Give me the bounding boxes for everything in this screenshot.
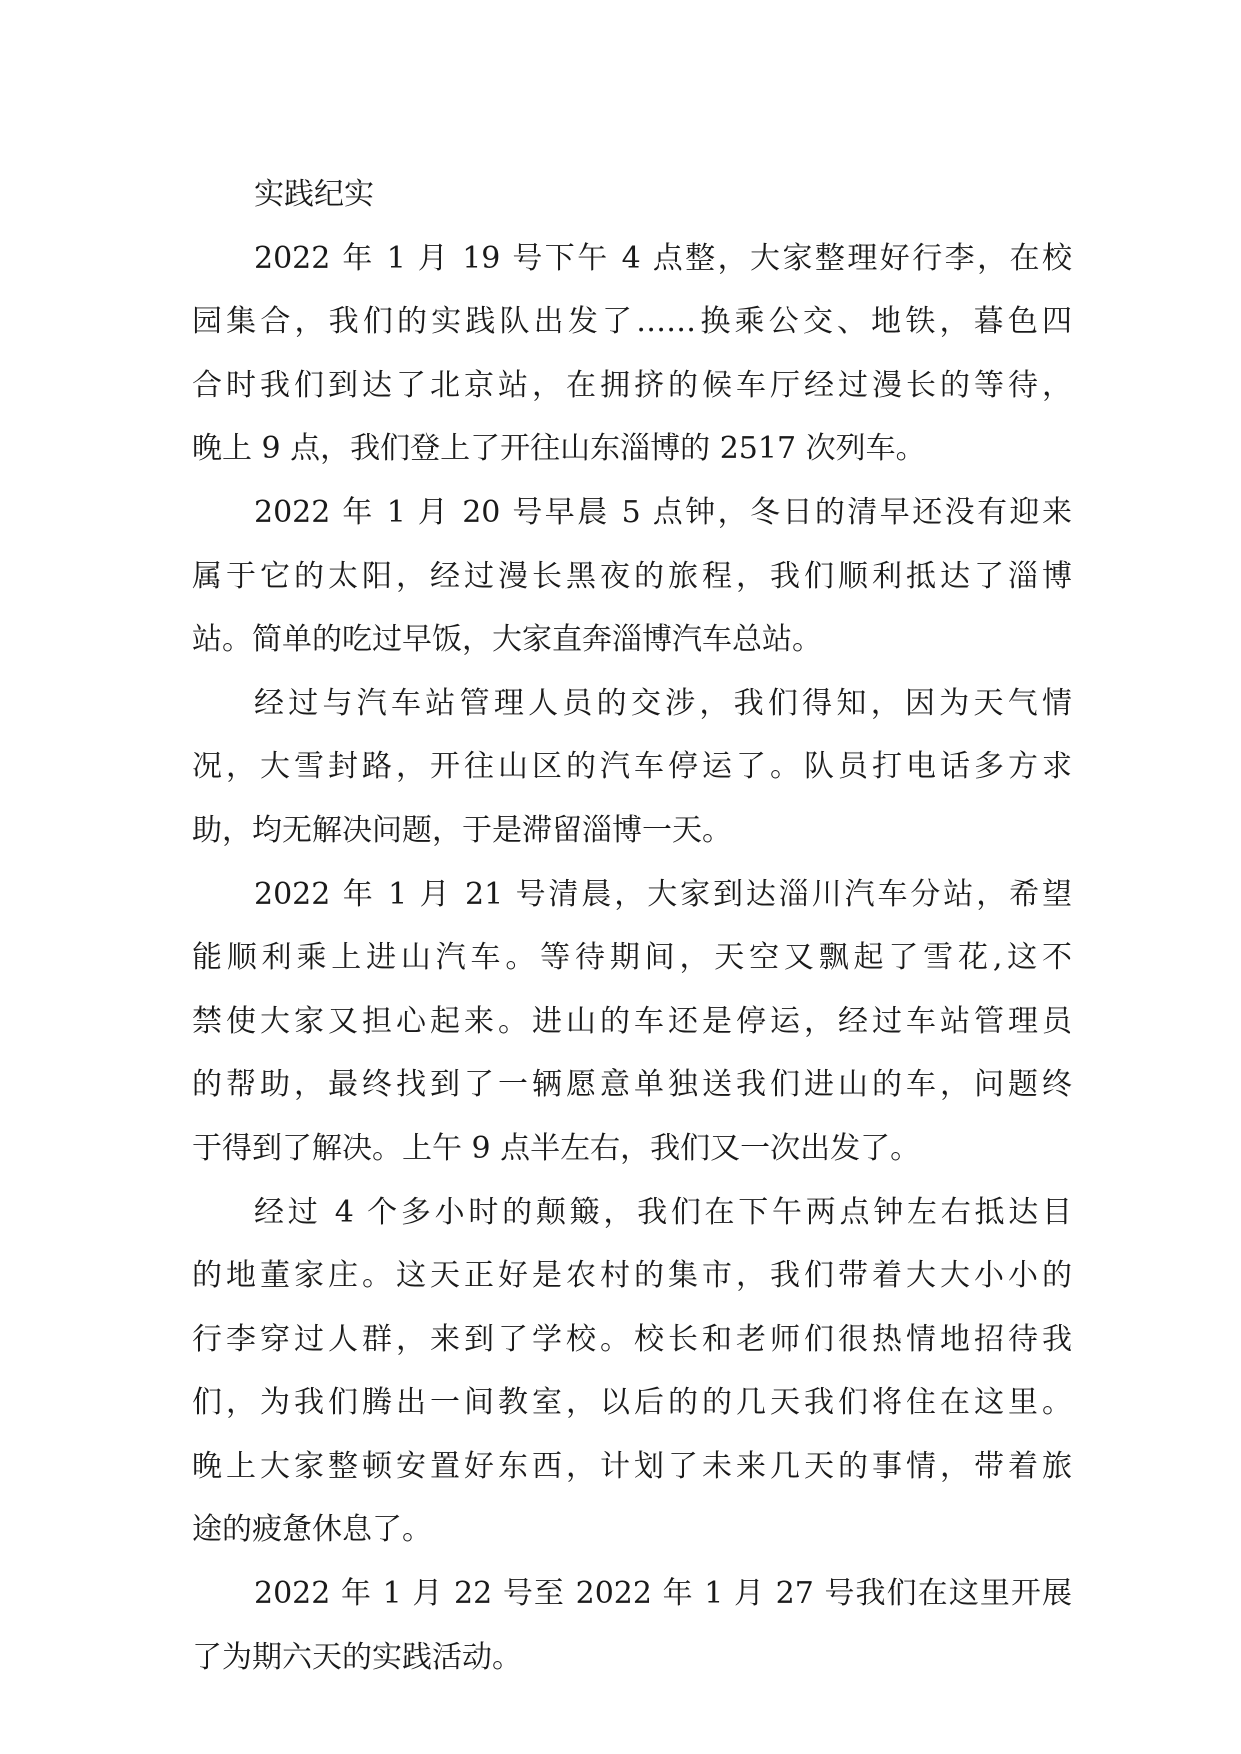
- paragraph: [192, 672, 1072, 863]
- paragraph: [192, 481, 1072, 672]
- paragraph-line: 2022 年 1 月 19 号下午 4 点整，大家整理好行李，在校: [254, 240, 1072, 276]
- document-title: 实践纪实: [254, 177, 374, 212]
- paragraph-line: 站。简单的吃过早饭，大家直奔淄博汽车总站。: [192, 622, 822, 658]
- paragraph-line: 的帮助，最终找到了一辆愿意单独送我们进山的车，问题终: [192, 1067, 1072, 1103]
- paragraph-line: 晚上大家整顿安置好东西，计划了未来几天的事情，带着旅: [192, 1448, 1072, 1484]
- paragraph-line: 合时我们到达了北京站，在拥挤的候车厅经过漫长的等待，: [192, 367, 1072, 403]
- paragraph-line: 了为期六天的实践活动。: [192, 1639, 522, 1675]
- paragraph-line: 于得到了解决。上午 9 点半左右，我们又一次出发了。: [192, 1130, 921, 1166]
- paragraph-line: 能顺利乘上进山汽车。等待期间，天空又飘起了雪花,这不: [192, 940, 1072, 976]
- paragraph-line: 晚上 9 点，我们登上了开往山东淄博的 2517 次列车。: [192, 431, 926, 467]
- paragraph-line: 们，为我们腾出一间教室，以后的的几天我们将住在这里。: [192, 1385, 1072, 1421]
- paragraph-line: 2022 年 1 月 20 号早晨 5 点钟，冬日的清早还没有迎来: [254, 494, 1072, 530]
- paragraph: [192, 1181, 1072, 1563]
- paragraph-line: 途的疲惫休息了。: [192, 1512, 432, 1548]
- paragraph-line: 况，大雪封路，开往山区的汽车停运了。队员打电话多方求: [192, 749, 1072, 785]
- paragraph-line: 园集合，我们的实践队出发了……换乘公交、地铁，暮色四: [192, 304, 1072, 340]
- document-body: [192, 163, 1072, 1689]
- paragraph-line: 行李穿过人群，来到了学校。校长和老师们很热情地招待我: [192, 1321, 1072, 1357]
- paragraph-line: 经过与汽车站管理人员的交涉，我们得知，因为天气情: [254, 685, 1072, 721]
- paragraph: [192, 227, 1072, 481]
- paragraph-line: 助，均无解决问题，于是滞留淄博一天。: [192, 812, 732, 848]
- paragraph-line: 属于它的太阳，经过漫长黑夜的旅程，我们顺利抵达了淄博: [192, 558, 1072, 594]
- paragraph-line: 2022 年 1 月 22 号至 2022 年 1 月 27 号我们在这里开展: [254, 1576, 1072, 1612]
- paragraph-line: 禁使大家又担心起来。进山的车还是停运，经过车站管理员: [192, 1003, 1072, 1039]
- paragraph-line: 经过 4 个多小时的颠簸，我们在下午两点钟左右抵达目: [254, 1194, 1072, 1230]
- paragraph: [192, 863, 1072, 1181]
- paragraph-line: 2022 年 1 月 21 号清晨，大家到达淄川汽车分站，希望: [254, 876, 1072, 912]
- paragraph: [192, 1562, 1072, 1689]
- paragraph-line: 的地董家庄。这天正好是农村的集市，我们带着大大小小的: [192, 1258, 1072, 1294]
